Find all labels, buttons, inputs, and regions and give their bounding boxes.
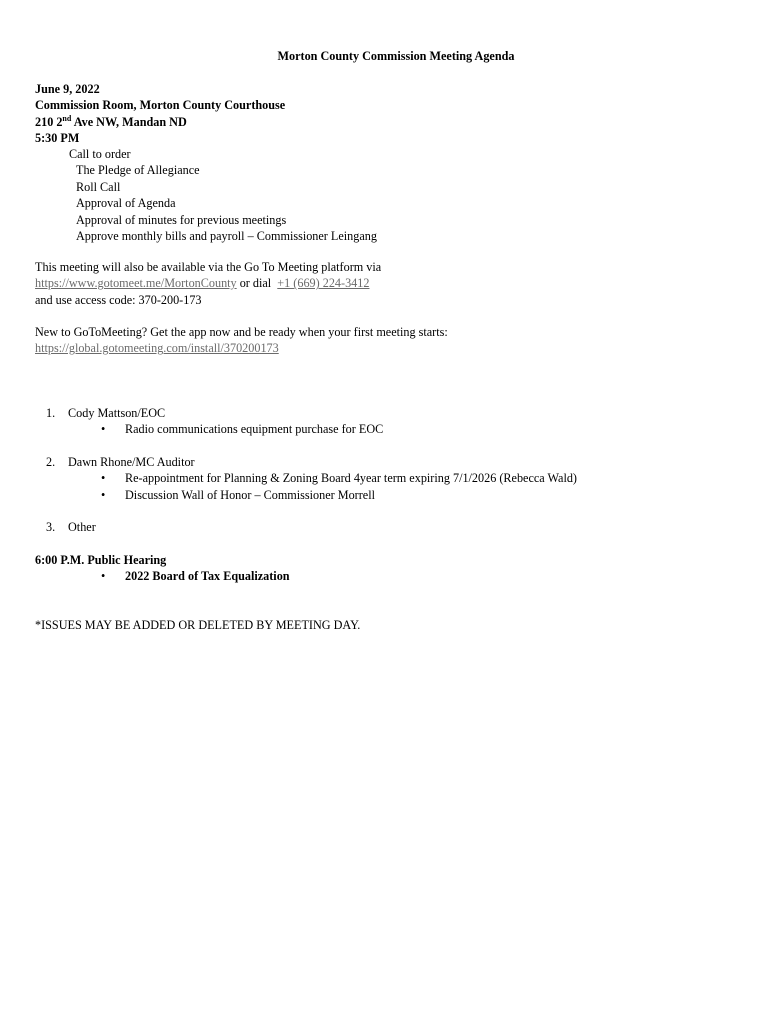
meeting-address xyxy=(35,114,285,130)
agenda-item-1 xyxy=(35,405,755,438)
agenda-bullet: Re-appointment for Planning & Zoning Board 4year term expiring 7/1/2026 (Rebecca Wald) xyxy=(125,471,577,486)
agenda-item-title: Dawn Rhone/MC Auditor xyxy=(68,455,195,469)
meeting-time: 5:30 PM xyxy=(35,131,80,146)
new-user-info xyxy=(35,324,448,357)
meeting-date: June 9, 2022 xyxy=(35,82,100,96)
opening-item: The Pledge of Allegiance xyxy=(76,163,200,178)
agenda-item-3 xyxy=(35,519,755,535)
address-ordinal: nd xyxy=(62,113,72,123)
opening-item: Roll Call xyxy=(76,179,121,194)
opening-item: Approval of minutes for previous meetings xyxy=(76,212,287,227)
issues-note: *ISSUES MAY BE ADDED OR DELETED BY MEETING DAY. xyxy=(35,618,361,632)
document-title: Morton County Commission Meeting Agenda xyxy=(277,49,515,63)
footer-note xyxy=(35,617,360,633)
public-hearing-heading: 6:00 P.M. Public Hearing xyxy=(35,553,167,567)
opening-items xyxy=(35,146,377,244)
agenda-item-number: 3. xyxy=(46,520,56,534)
bullet-icon: • xyxy=(101,569,106,584)
agenda-item-number: 2. xyxy=(46,455,56,469)
public-hearing xyxy=(35,552,755,585)
opening-item: Approval of Agenda xyxy=(76,196,176,211)
agenda-bullet: Radio communications equipment purchase for EOC xyxy=(125,422,384,437)
meeting-location: Commission Room, Morton County Courthouse xyxy=(35,98,286,113)
bullet-icon: • xyxy=(101,487,106,502)
public-hearing-item: 2022 Board of Tax Equalization xyxy=(125,569,290,584)
meeting-link[interactable]: https://www.gotomeet.me/MortonCounty xyxy=(35,276,237,291)
agenda-item-number: 1. xyxy=(46,406,56,420)
new-user-text: New to GoToMeeting? Get the app now and be ready when your first meeting starts: xyxy=(35,325,448,339)
phone-link[interactable]: +1 (669) 224-3412 xyxy=(277,276,370,291)
install-link[interactable]: https://global.gotomeeting.com/install/370200173 xyxy=(35,341,279,356)
address-street: Ave NW, Mandan ND xyxy=(71,114,187,129)
meeting-header xyxy=(35,81,285,147)
or-dial-text: or dial xyxy=(236,276,278,291)
bullet-icon: • xyxy=(101,471,106,486)
agenda-item-2 xyxy=(35,454,755,503)
remote-access-info xyxy=(35,259,381,308)
bullet-icon: • xyxy=(101,422,106,437)
remote-intro: This meeting will also be available via the Go To Meeting platform via xyxy=(35,260,382,274)
agenda-bullet: Discussion Wall of Honor – Commissioner Morrell xyxy=(125,487,375,502)
remote-links-line xyxy=(35,275,381,291)
opening-item: Call to order xyxy=(69,147,131,161)
opening-item: Approve monthly bills and payroll – Commissioner Leingang xyxy=(76,229,377,244)
agenda-item-title: Other xyxy=(68,520,96,534)
access-code: and use access code: 370-200-173 xyxy=(35,292,202,307)
agenda-item-title: Cody Mattson/EOC xyxy=(68,406,166,420)
address-number: 210 2 xyxy=(35,114,63,129)
